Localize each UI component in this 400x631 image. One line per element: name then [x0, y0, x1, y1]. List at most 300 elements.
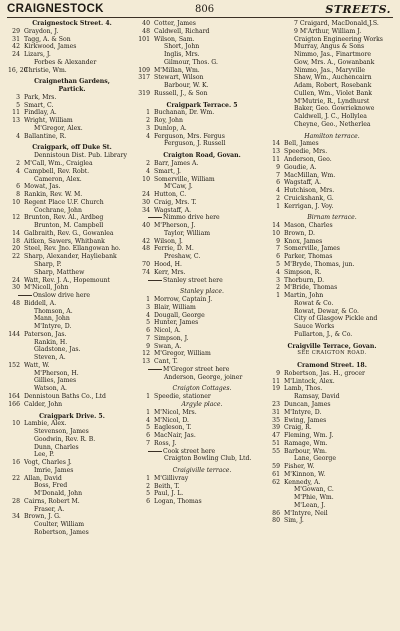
house-number: 109	[138, 66, 150, 74]
entry-name: Barr, James A.	[154, 160, 199, 168]
entry-name: Imrie, James	[34, 466, 74, 474]
house-number: 24	[12, 276, 20, 284]
house-number: 20	[12, 245, 20, 253]
house-number: 8	[16, 191, 20, 199]
entry-name: Campbell, Rev. Robt.	[24, 167, 90, 175]
entry-name: Speedie, Mrs.	[284, 148, 328, 156]
entry-name: Fraser, A.	[34, 505, 65, 513]
house-number: 22	[12, 474, 20, 482]
street-heading: Craigville Terrace, Govan.	[287, 342, 377, 350]
house-number: 11	[12, 109, 20, 117]
directory-entry	[268, 156, 396, 164]
directory-entry	[8, 109, 136, 117]
entry-name: City of Glasgow Pickle and	[294, 315, 378, 323]
directory-entry	[138, 28, 266, 36]
directory-entry	[8, 207, 136, 215]
entry-name: Mowat, Jas.	[24, 183, 61, 191]
house-number: 1	[146, 408, 150, 416]
house-number: 4	[276, 187, 280, 195]
house-number: 47	[272, 432, 280, 440]
directory-entry	[8, 451, 136, 459]
house-number: 101	[138, 35, 150, 43]
directory-entry	[8, 261, 136, 269]
directory-entry	[8, 43, 136, 51]
house-number: 9	[276, 369, 280, 377]
directory-entry	[138, 374, 266, 382]
house-number: 3	[16, 93, 20, 101]
street-heading: Cramond Street. 18.	[297, 362, 367, 370]
directory-entry	[8, 238, 136, 246]
directory-entry	[138, 483, 266, 491]
house-number: 3	[146, 124, 150, 132]
house-number: 5	[146, 490, 150, 498]
directory-entry	[8, 377, 136, 385]
entry-name: Nimmo, Jas., Finartmore	[294, 51, 372, 59]
directory-entry	[8, 152, 136, 160]
house-number: 10	[142, 175, 150, 183]
directory-entry	[8, 323, 136, 331]
directory-entry	[138, 74, 266, 82]
house-number: 12	[142, 350, 150, 358]
directory-entry	[138, 43, 266, 51]
entry-name: Wilson, Sam.	[154, 35, 195, 43]
entry-name: Caldwell, J. C., Hollylea	[294, 113, 367, 121]
entry-name: M'Lean, J.	[294, 501, 326, 509]
house-number: 14	[272, 222, 280, 230]
entry-name: Wagstaff, A.	[154, 206, 192, 214]
directory-entry	[268, 230, 396, 238]
directory-entry	[268, 378, 396, 386]
directory-entry	[268, 269, 396, 277]
street-heading: Craigton Road, Govan.	[163, 152, 241, 160]
entry-name: Gilmour, Thos. G.	[164, 58, 218, 66]
entry-name: Bell, James	[284, 140, 319, 148]
directory-entry	[268, 315, 396, 323]
entry-name: Allan, David	[24, 474, 62, 482]
entry-name: M'Nicol, Mrs.	[154, 408, 197, 416]
directory-entry	[8, 490, 136, 498]
house-number: 152	[8, 361, 20, 369]
directory-entry	[268, 486, 396, 494]
entry-name: Cullen, Wm., Violet Bank	[294, 89, 372, 97]
directory-entry	[138, 238, 266, 246]
directory-entry	[138, 230, 266, 238]
entry-name: Dennistoun Baths Co., Ltd	[24, 392, 106, 400]
entry-name: Smart, J.	[154, 167, 181, 175]
entry-name: Caldwell, Richard	[154, 27, 210, 35]
entry-name: Sharp, Matthew	[34, 268, 85, 276]
entry-name: Thomson, A.	[34, 307, 73, 315]
entry-name: M'Intyre, Neil	[284, 509, 328, 517]
directory-entry	[8, 420, 136, 428]
house-number: 317	[138, 74, 150, 82]
directory-entry	[8, 315, 136, 323]
directory-entry	[138, 432, 266, 440]
house-number: 7	[276, 245, 280, 253]
directory-entry	[138, 20, 266, 28]
directory-entry	[8, 191, 136, 199]
entry-name: Watt, Rev. J. A., Hopemount	[24, 276, 110, 284]
directory-entry	[138, 191, 266, 199]
entry-name: Hood, H.	[154, 260, 182, 268]
directory-entry	[8, 51, 136, 59]
directory-entry	[138, 343, 266, 351]
entry-name: Simpson, J.	[154, 334, 189, 342]
directory-entry	[138, 140, 266, 148]
entry-name: M'Gregor, Alex.	[34, 124, 83, 132]
house-number: 22	[12, 253, 20, 261]
entry-name: Gladstone, Jas.	[34, 346, 81, 354]
directory-entry	[138, 125, 266, 133]
directory-entry	[138, 475, 266, 483]
directory-entry	[8, 467, 136, 475]
entry-name: Kerrigan, J. Voy.	[284, 202, 334, 210]
running-head-left: CRAIGNESTOCK	[7, 3, 104, 15]
house-number: 10	[272, 229, 280, 237]
street-heading: Craignethan Gardens,	[34, 78, 110, 86]
column-3	[268, 20, 396, 525]
house-number: 35	[272, 416, 280, 424]
cross-street-marker	[138, 366, 266, 374]
entry-name: Cochrane, John	[34, 206, 82, 214]
entry-name: Short, John	[164, 43, 200, 51]
directory-entry	[138, 59, 266, 67]
house-number: 164	[8, 392, 20, 400]
directory-entry	[138, 51, 266, 59]
house-number: 28	[12, 497, 20, 505]
directory-entry	[268, 463, 396, 471]
entry-name: Morrow, Captain J.	[154, 296, 213, 304]
house-number: 23	[272, 400, 280, 408]
entry-name: Ferguson, Mrs. Fergus	[154, 132, 225, 140]
directory-entry	[268, 370, 396, 378]
house-number: 1	[276, 202, 280, 210]
page-number: 806	[195, 4, 215, 15]
directory-entry	[8, 331, 136, 339]
directory-entry	[8, 94, 136, 102]
house-number: 4	[146, 167, 150, 175]
entry-name: Somerville, James	[284, 245, 340, 253]
house-number: 13	[272, 148, 280, 156]
directory-entry	[8, 436, 136, 444]
house-number: 4	[16, 167, 20, 175]
house-number: 18	[12, 237, 20, 245]
entry-name: Park, Mrs.	[24, 93, 57, 101]
directory-entry	[268, 455, 396, 463]
directory-entry	[8, 521, 136, 529]
entry-name: Barbour, Wm.	[284, 447, 327, 455]
directory-entry	[138, 393, 266, 401]
directory-entry	[268, 148, 396, 156]
house-number: 80	[272, 517, 280, 525]
entry-name: Kennedy, A.	[284, 478, 321, 486]
house-number: 29	[12, 27, 20, 35]
entry-name: Nimmo, Jas., Maryville	[294, 66, 366, 74]
entry-name: Goudie, A.	[284, 163, 317, 171]
entry-name: Craig, Mrs. T.	[154, 198, 197, 206]
directory-entry	[138, 168, 266, 176]
header-rule	[7, 17, 393, 18]
entry-name: Logan, Thomas	[154, 498, 202, 506]
directory-entry	[268, 179, 396, 187]
entry-name: M'Phie, Wm.	[294, 494, 334, 502]
directory-entry	[138, 160, 266, 168]
house-number: 4	[146, 311, 150, 319]
house-number: 70	[142, 260, 150, 268]
directory-entry	[268, 59, 396, 67]
entry-name: Preshaw, C.	[164, 253, 201, 261]
house-number: 6	[276, 179, 280, 187]
directory-entry	[268, 401, 396, 409]
entry-name: Cook street here	[148, 448, 215, 456]
entry-name: Rankin, H.	[34, 338, 68, 346]
entry-name: Dennistoun Dist. Pub. Library	[34, 152, 127, 160]
entry-name: Gillies, James	[34, 377, 77, 385]
entry-name: Murray, Angus & Sons	[294, 43, 365, 51]
house-number: 39	[272, 424, 280, 432]
directory-entry	[8, 346, 136, 354]
directory-entry	[138, 358, 266, 366]
directory-entry	[268, 448, 396, 456]
directory-entry	[138, 327, 266, 335]
directory-entry	[268, 308, 396, 316]
house-number: 4	[146, 132, 150, 140]
directory-entry	[268, 67, 396, 75]
directory-entry	[8, 308, 136, 316]
directory-entry	[268, 277, 396, 285]
entry-name: Knox, James	[284, 237, 323, 245]
directory-entry	[138, 253, 266, 261]
directory-entry	[138, 183, 266, 191]
directory-entry	[8, 459, 136, 467]
entry-name: Hunter, James	[154, 319, 199, 327]
house-number: 1	[146, 393, 150, 401]
directory-entry	[138, 304, 266, 312]
house-number: 48	[12, 299, 20, 307]
directory-entry	[268, 105, 396, 113]
directory-entry	[8, 199, 136, 207]
house-number: 55	[272, 447, 280, 455]
entry-name: Stanley street here	[148, 277, 223, 285]
entry-name: Kirkwood, James	[24, 43, 77, 51]
entry-name: Forbes & Alexander	[34, 58, 97, 66]
entry-name: M'Kinnon, W.	[284, 470, 326, 478]
directory-entry	[8, 176, 136, 184]
directory-entry	[138, 117, 266, 125]
entry-name: Sim, J.	[284, 517, 304, 525]
house-number: 31	[272, 408, 280, 416]
entry-name: M'Pherson, J.	[154, 222, 196, 230]
entry-name: Baker, Geo. Gowrieknowe	[294, 105, 375, 113]
directory-entry	[138, 36, 266, 44]
entry-name: Coulter, William	[34, 521, 85, 529]
directory-entry	[268, 187, 396, 195]
entry-name: Rowat, Dewar, & Co.	[294, 307, 359, 315]
directory-entry	[268, 90, 396, 98]
house-number: 11	[272, 156, 280, 164]
directory-entry	[8, 102, 136, 110]
entry-name: M'Bride, Thomas	[284, 284, 338, 292]
house-number: 40	[142, 222, 150, 230]
house-number: 166	[8, 400, 20, 408]
directory-entry	[268, 409, 396, 417]
entry-name: Barbour, W. K.	[164, 82, 209, 90]
entry-name: Cant, T.	[154, 358, 178, 366]
entry-name: M'Nicol, D.	[154, 416, 189, 424]
entry-name: Fisher, W.	[284, 463, 315, 471]
entry-name: Wright, William	[24, 117, 73, 125]
entry-name: Stevenson, James	[34, 428, 89, 436]
directory-entry	[8, 513, 136, 521]
house-number: 16	[12, 459, 20, 467]
column-2	[138, 20, 266, 506]
entry-name: Mann, John	[34, 315, 70, 323]
directory-entry	[8, 28, 136, 36]
entry-name: Ferrie, D. M.	[154, 245, 194, 253]
directory-entry	[268, 300, 396, 308]
entry-name: Lamb, Thos.	[284, 385, 323, 393]
house-number: 7	[146, 334, 150, 342]
directory-entry	[8, 67, 136, 75]
entry-name: Cairns, Robert M.	[24, 497, 80, 505]
entry-name: Cheyne, Geo., Netherlea	[294, 120, 371, 128]
sub-heading: Craigiville terrace.	[172, 467, 232, 475]
house-number: 6	[16, 183, 20, 191]
house-number: 30	[12, 284, 20, 292]
entry-name: Steven, A.	[34, 354, 66, 362]
directory-entry	[268, 292, 396, 300]
entry-name: Anderson, George, joiner	[164, 373, 243, 381]
entry-name: M'Pherson, H.	[34, 369, 79, 377]
entry-name: Adam, Robert, Rosebank	[294, 82, 372, 90]
directory-entry	[268, 424, 396, 432]
house-number: 4	[276, 268, 280, 276]
house-number: 9	[276, 237, 280, 245]
directory-entry	[8, 385, 136, 393]
entry-name: Mason, Charles	[284, 222, 333, 230]
directory-entry	[268, 331, 396, 339]
entry-name: Eagleson, T.	[154, 424, 192, 432]
entry-name: Brunton, Rev. Al., Ardbeg	[24, 214, 104, 222]
entry-name: 7 Craigard, MacDonald,J.S.	[294, 20, 379, 27]
house-number: 4	[146, 416, 150, 424]
entry-name: Findlay, A.	[24, 109, 57, 117]
street-heading: Craignestock Street. 4.	[32, 20, 112, 27]
sub-heading: Hamilton terrace.	[304, 132, 360, 140]
directory-entry	[8, 444, 136, 452]
house-number: 1	[276, 292, 280, 300]
directory-entry	[268, 195, 396, 203]
house-number: 86	[272, 509, 280, 517]
house-number: 319	[138, 89, 150, 97]
entry-name: Brown, J. G.	[24, 513, 61, 521]
directory-entry	[138, 424, 266, 432]
directory-entry	[268, 164, 396, 172]
house-number: 40	[142, 20, 150, 27]
entry-name: Dunlop, A.	[154, 124, 187, 132]
entry-name: Christie, Wm.	[24, 66, 67, 74]
running-head-right: STREETS.	[325, 3, 391, 16]
directory-entry	[138, 261, 266, 269]
directory-entry	[138, 67, 266, 75]
house-number: 7	[146, 439, 150, 447]
house-number: 42	[142, 237, 150, 245]
house-number: 48	[142, 245, 150, 253]
entry-name: Sauce Works	[294, 323, 335, 331]
directory-entry	[138, 319, 266, 327]
directory-entry	[268, 238, 396, 246]
entry-name: Hutchison, Mrs.	[284, 187, 335, 195]
column-1	[8, 20, 136, 537]
entry-name: Brunton, M. Campbell	[34, 222, 104, 230]
house-number: 1	[146, 296, 150, 304]
entry-name: M'Lintock, Alex.	[284, 377, 335, 385]
entry-name: Shaw, Wm., Auchencairn	[294, 74, 372, 82]
directory-entry	[268, 385, 396, 393]
house-number: 6	[146, 498, 150, 506]
directory-entry	[138, 335, 266, 343]
directory-entry	[8, 284, 136, 292]
directory-entry	[8, 475, 136, 483]
directory-entry	[268, 471, 396, 479]
house-number: 9	[276, 163, 280, 171]
directory-entry	[8, 401, 136, 409]
directory-entry	[268, 253, 396, 261]
directory-entry	[8, 253, 136, 261]
entry-name: M'Gregor street here	[148, 366, 229, 374]
entry-name: Robertson, James	[34, 529, 89, 536]
house-number: 3	[276, 276, 280, 284]
entry-name: Swan, A.	[154, 342, 182, 350]
street-heading: Craigpark, off Duke St.	[32, 144, 112, 152]
entry-name: Nicol, A.	[154, 327, 181, 335]
entry-name: Ferguson, J. Russell	[164, 140, 226, 148]
entry-name: Beith, T.	[154, 482, 180, 490]
directory-entry	[8, 168, 136, 176]
directory-entry	[268, 172, 396, 180]
street-heading: Craigpark Terrace. 5	[166, 101, 238, 109]
directory-entry	[8, 362, 136, 370]
cross-street-marker	[138, 448, 266, 456]
directory-entry	[8, 277, 136, 285]
entry-name: Biddell, A.	[24, 299, 57, 307]
entry-name: Brown, D.	[284, 229, 315, 237]
directory-entry	[268, 82, 396, 90]
entry-name: Aitken, Sawers, Whitbank	[24, 237, 105, 245]
entry-name: M'Mutrie, R., Lyndhurst	[294, 97, 370, 105]
directory-entry	[268, 517, 396, 525]
directory-entry	[268, 261, 396, 269]
entry-name: Hutton, C.	[154, 191, 187, 199]
entry-name: Smart, C.	[24, 101, 54, 109]
entry-name: M'Millan, Wm.	[154, 66, 200, 74]
directory-entry	[268, 36, 396, 44]
entry-name: Anderson, Geo.	[284, 156, 332, 164]
entry-name: Russell, J., & Son	[154, 89, 208, 97]
entry-name: Cotter, James	[154, 20, 196, 27]
directory-entry	[138, 296, 266, 304]
entry-name: Dougall, George	[154, 311, 205, 319]
house-number: 144	[8, 330, 20, 338]
directory-entry	[138, 222, 266, 230]
entry-name: Dunn, Charles	[34, 443, 79, 451]
directory-entry	[268, 51, 396, 59]
house-number: 42	[12, 43, 20, 51]
house-number: 13	[142, 358, 150, 366]
house-number: 11	[272, 377, 280, 385]
sub-heading: Stanley place.	[180, 288, 224, 296]
house-number: 59	[272, 463, 280, 471]
